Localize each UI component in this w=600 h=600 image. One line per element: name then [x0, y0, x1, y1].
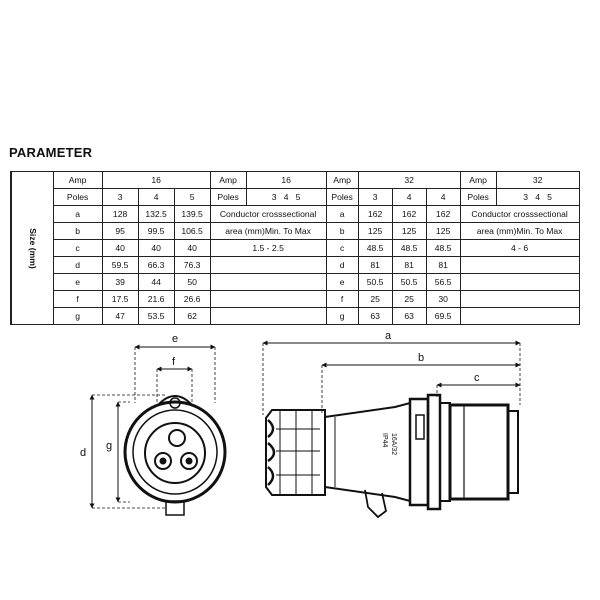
- value-cell: 66.3: [138, 257, 174, 274]
- size-row-g: [11, 308, 579, 325]
- front-outer-ring: [125, 402, 225, 502]
- value-cell: 47: [102, 308, 138, 325]
- conductor-label-16-line2: area (mm)Min. To Max: [210, 223, 326, 240]
- empty-cell: [460, 257, 579, 274]
- row-label-16: e: [53, 274, 102, 291]
- dim-label-d: d: [80, 447, 87, 459]
- plug-technical-drawing: [0, 325, 600, 535]
- flange: [428, 395, 440, 509]
- side-poles-label-16: Poles: [210, 189, 246, 206]
- pole-16-1: 4: [138, 189, 174, 206]
- size-row-b: [11, 223, 579, 240]
- body-marking: [381, 433, 397, 455]
- side-amp-label-32: Amp: [460, 172, 496, 189]
- value-cell: 50: [174, 274, 210, 291]
- size-row-d: [11, 257, 579, 274]
- value-cell: 48.5: [426, 240, 460, 257]
- row-label-16: f: [53, 291, 102, 308]
- page-heading: PARAMETER: [9, 145, 93, 160]
- empty-cell: [460, 291, 579, 308]
- value-cell: 39: [102, 274, 138, 291]
- dim-label-a: a: [385, 330, 392, 342]
- row-label-32: b: [326, 223, 358, 240]
- pole-32-1: 4: [392, 189, 426, 206]
- row-label-32: d: [326, 257, 358, 274]
- front-view: [92, 347, 225, 515]
- value-cell: 62: [174, 308, 210, 325]
- size-row-e: [11, 274, 579, 291]
- side-poles-32: 3 4 5: [496, 189, 579, 206]
- side-amp-value-16: 16: [246, 172, 326, 189]
- size-label: Size (mm): [27, 227, 38, 269]
- value-cell: 81: [358, 257, 392, 274]
- amp-value-16: 16: [102, 172, 210, 189]
- size-row-a: [11, 206, 579, 223]
- conductor-label-16-line1: Conductor crosssectional: [210, 206, 326, 223]
- dim-label-g: g: [106, 440, 113, 452]
- row-label-32: g: [326, 308, 358, 325]
- side-amp-label-16: Amp: [210, 172, 246, 189]
- value-cell: 50.5: [392, 274, 426, 291]
- poles-label-32: Poles: [326, 189, 358, 206]
- poles-row: [11, 189, 579, 206]
- value-cell: 81: [426, 257, 460, 274]
- value-cell: 30: [426, 291, 460, 308]
- value-cell: 69.5: [426, 308, 460, 325]
- parameter-table: [10, 171, 580, 325]
- value-cell: 63: [358, 308, 392, 325]
- row-label-16: c: [53, 240, 102, 257]
- amp-label-16: Amp: [53, 172, 102, 189]
- side-poles-16: 3 4 5: [246, 189, 326, 206]
- value-cell: 40: [102, 240, 138, 257]
- body-marking-line2: IP44: [381, 433, 388, 448]
- value-cell: 44: [138, 274, 174, 291]
- amp-row: [11, 172, 579, 189]
- empty-cell: [210, 291, 326, 308]
- amp-label-32: Amp: [326, 172, 358, 189]
- value-cell: 128: [102, 206, 138, 223]
- poles-label-16: Poles: [53, 189, 102, 206]
- value-cell: 125: [426, 223, 460, 240]
- value-cell: 99.5: [138, 223, 174, 240]
- value-cell: 63: [392, 308, 426, 325]
- value-cell: 162: [426, 206, 460, 223]
- value-cell: 48.5: [358, 240, 392, 257]
- dim-label-e: e: [172, 333, 179, 345]
- empty-cell: [210, 257, 326, 274]
- row-label-16: b: [53, 223, 102, 240]
- pin-housing: [450, 405, 508, 499]
- value-cell: 56.5: [426, 274, 460, 291]
- value-cell: 162: [392, 206, 426, 223]
- side-view: [263, 343, 520, 517]
- row-label-16: d: [53, 257, 102, 274]
- pin-left-center: [160, 458, 166, 464]
- value-cell: 106.5: [174, 223, 210, 240]
- value-cell: 162: [358, 206, 392, 223]
- pole-32-0: 3: [358, 189, 392, 206]
- side-poles-label-32: Poles: [460, 189, 496, 206]
- body-marking-line1: 16A/32: [390, 433, 397, 456]
- size-row-f: [11, 291, 579, 308]
- size-label-cell: [11, 172, 53, 325]
- value-cell: 26.6: [174, 291, 210, 308]
- row-label-32: a: [326, 206, 358, 223]
- empty-cell: [210, 308, 326, 325]
- value-cell: 53.5: [138, 308, 174, 325]
- row-label-16: a: [53, 206, 102, 223]
- value-cell: 125: [392, 223, 426, 240]
- collar-slot: [416, 415, 424, 439]
- row-label-32: e: [326, 274, 358, 291]
- value-cell: 132.5: [138, 206, 174, 223]
- value-cell: 76.3: [174, 257, 210, 274]
- grip-ridges: [268, 420, 274, 485]
- empty-cell: [460, 274, 579, 291]
- value-cell: 17.5: [102, 291, 138, 308]
- empty-cell: [460, 308, 579, 325]
- conductor-range-16: 1.5 - 2.5: [210, 240, 326, 257]
- conductor-label-32-line2: area (mm)Min. To Max: [460, 223, 579, 240]
- value-cell: 48.5: [392, 240, 426, 257]
- dim-label-f: f: [172, 356, 176, 368]
- pole-16-0: 3: [102, 189, 138, 206]
- pin-top: [169, 430, 185, 446]
- pin-cluster: [145, 423, 205, 483]
- size-row-c: [11, 240, 579, 257]
- pin-right-center: [186, 458, 192, 464]
- value-cell: 59.5: [102, 257, 138, 274]
- value-cell: 50.5: [358, 274, 392, 291]
- row-label-32: f: [326, 291, 358, 308]
- value-cell: 139.5: [174, 206, 210, 223]
- value-cell: 81: [392, 257, 426, 274]
- amp-value-32: 32: [358, 172, 460, 189]
- conductor-label-32-line1: Conductor crosssectional: [460, 206, 579, 223]
- value-cell: 25: [392, 291, 426, 308]
- conductor-range-32: 4 - 6: [460, 240, 579, 257]
- grip-bands: [276, 429, 320, 475]
- row-label-16: g: [53, 308, 102, 325]
- dim-label-c: c: [474, 372, 480, 384]
- value-cell: 21.6: [138, 291, 174, 308]
- value-cell: 125: [358, 223, 392, 240]
- row-label-32: c: [326, 240, 358, 257]
- value-cell: 25: [358, 291, 392, 308]
- value-cell: 40: [174, 240, 210, 257]
- value-cell: 40: [138, 240, 174, 257]
- empty-cell: [210, 274, 326, 291]
- pole-16-2: 5: [174, 189, 210, 206]
- pole-32-2: 4: [426, 189, 460, 206]
- dim-label-b: b: [418, 352, 425, 364]
- side-amp-value-32: 32: [496, 172, 579, 189]
- value-cell: 95: [102, 223, 138, 240]
